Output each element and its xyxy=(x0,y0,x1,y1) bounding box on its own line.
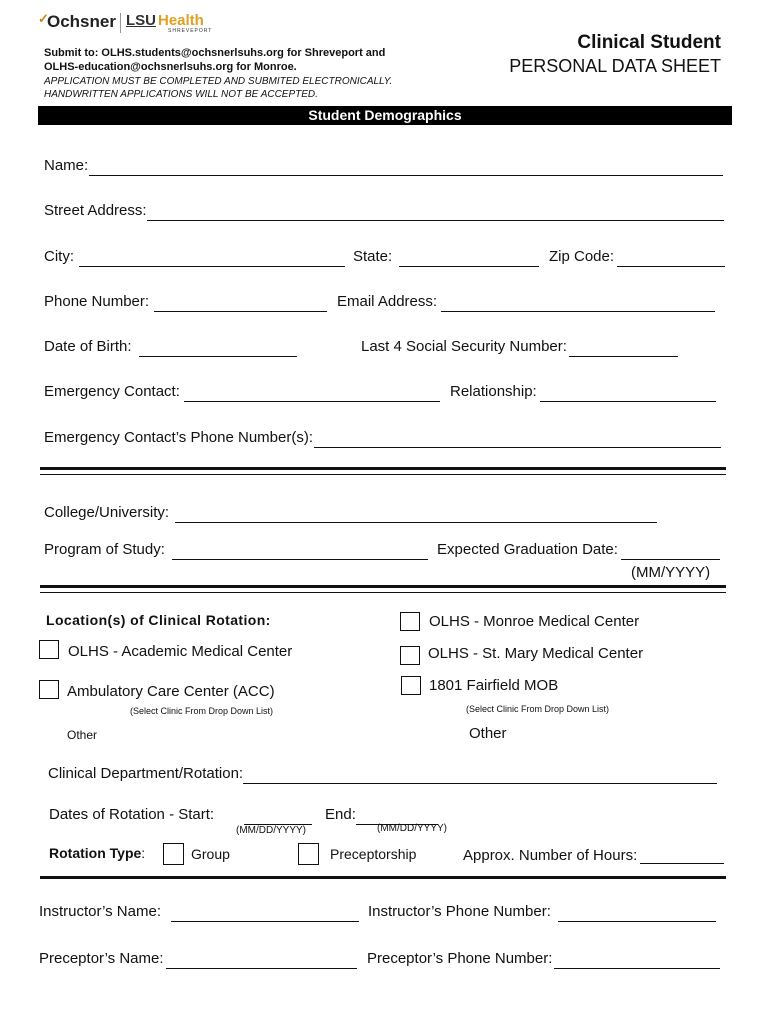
program-of-study-field[interactable] xyxy=(172,539,428,560)
other-left-label: Other xyxy=(67,728,98,742)
instructor-name-field[interactable] xyxy=(171,901,359,922)
department-field[interactable] xyxy=(243,763,717,784)
dob-label: Date of Birth: xyxy=(44,338,132,355)
logo-divider xyxy=(120,13,121,33)
section-bar xyxy=(38,106,732,125)
preceptor-phone-label: Preceptor’s Phone Number: xyxy=(367,950,553,967)
zip-code-field[interactable] xyxy=(617,246,725,267)
section-divider-thin xyxy=(40,474,726,475)
graduation-date-field[interactable] xyxy=(621,539,720,560)
instructor-name-label: Instructor’s Name: xyxy=(39,903,161,920)
page-title xyxy=(509,32,721,77)
section-divider xyxy=(40,467,726,470)
city-field[interactable] xyxy=(79,246,345,267)
grad-date-format: (MM/YYYY) xyxy=(631,564,711,581)
hours-field[interactable] xyxy=(640,843,724,864)
rotation-type-label xyxy=(49,845,145,861)
shreveport-wordmark: SHREVEPORT xyxy=(168,28,213,34)
department-label: Clinical Department/Rotation: xyxy=(48,765,244,782)
checkbox-group[interactable] xyxy=(163,843,184,865)
email-field[interactable] xyxy=(441,291,715,312)
relationship-field[interactable] xyxy=(540,381,716,402)
relationship-label: Relationship: xyxy=(450,383,537,400)
note-line-1: APPLICATION MUST BE COMPLETED AND SUBMITED ELECTRONICALLY. xyxy=(44,76,393,87)
state-label: State: xyxy=(353,248,393,265)
email-label: Email Address: xyxy=(337,293,438,310)
option-academic-label: OLHS - Academic Medical Center xyxy=(68,643,293,660)
checkbox-acc[interactable] xyxy=(39,680,59,699)
rotation-type-colon: : xyxy=(141,845,146,861)
electronic-note xyxy=(44,75,392,101)
phone-label: Phone Number: xyxy=(44,293,150,310)
preceptorship-label: Preceptorship xyxy=(330,846,417,862)
dates-label: Dates of Rotation - Start: xyxy=(49,806,215,823)
phone-field[interactable] xyxy=(154,291,327,312)
checkbox-academic[interactable] xyxy=(39,640,59,659)
end-date-format: (MM/DD/YYYY) xyxy=(377,823,447,834)
checkbox-stmary[interactable] xyxy=(400,646,420,665)
locations-heading: Location(s) of Clinical Rotation: xyxy=(46,612,271,628)
checkbox-fairfield[interactable] xyxy=(401,676,421,695)
note-line-2: HANDWRITTEN APPLICATIONS WILL NOT BE ACCEPTED. xyxy=(44,89,318,100)
option-monroe-label: OLHS - Monroe Medical Center xyxy=(429,613,640,630)
logo xyxy=(38,12,218,38)
ssn-last4-field[interactable] xyxy=(569,336,678,357)
start-date-format: (MM/DD/YYYY) xyxy=(236,825,306,836)
program-label: Program of Study: xyxy=(44,541,165,558)
other-right-label: Other xyxy=(469,725,507,742)
instructor-divider xyxy=(40,876,726,879)
state-field[interactable] xyxy=(399,246,539,267)
section-bar-title: Student Demographics xyxy=(308,107,462,123)
street-address-field[interactable] xyxy=(147,200,724,221)
end-date-field[interactable] xyxy=(356,804,438,825)
section-divider-2 xyxy=(40,585,726,588)
end-label: End: xyxy=(325,806,356,823)
option-fairfield-label: 1801 Fairfield MOB xyxy=(429,677,559,694)
rotation-type-text: Rotation Type xyxy=(49,845,142,861)
emergency-phone-field[interactable] xyxy=(314,427,721,448)
street-label: Street Address: xyxy=(44,202,147,219)
submit-line-1: Submit to: OLHS.students@ochsnerlsuhs.org for Shreveport and xyxy=(44,47,386,59)
checkbox-monroe[interactable] xyxy=(400,612,420,631)
zip-label: Zip Code: xyxy=(549,248,615,265)
start-date-field[interactable] xyxy=(244,804,312,825)
instructor-phone-label: Instructor’s Phone Number: xyxy=(368,903,551,920)
submit-line-2: OLHS-education@ochsnerlsuhs.org for Monroe. xyxy=(44,61,297,73)
select-hint-left: (Select Clinic From Drop Down List) xyxy=(130,706,274,716)
health-wordmark: Health xyxy=(158,12,204,29)
select-hint-right: (Select Clinic From Drop Down List) xyxy=(466,704,610,714)
name-field[interactable] xyxy=(89,155,723,176)
title-line-1: Clinical Student xyxy=(577,32,721,53)
ochsner-wordmark: Ochsner xyxy=(47,12,116,31)
college-field[interactable] xyxy=(175,502,657,523)
checkbox-preceptorship[interactable] xyxy=(298,843,319,865)
submit-instructions xyxy=(44,46,385,74)
group-label: Group xyxy=(191,846,230,862)
title-line-2: PERSONAL DATA SHEET xyxy=(509,56,721,76)
emergency-contact-field[interactable] xyxy=(184,381,440,402)
option-stmary-label: OLHS - St. Mary Medical Center xyxy=(428,645,644,662)
hours-label: Approx. Number of Hours: xyxy=(463,847,638,864)
option-acc-label: Ambulatory Care Center (ACC) xyxy=(67,683,275,700)
date-of-birth-field[interactable] xyxy=(139,336,297,357)
ssn-label: Last 4 Social Security Number: xyxy=(361,338,567,355)
name-label: Name: xyxy=(44,157,89,174)
lsu-wordmark: LSU xyxy=(126,12,156,29)
section-divider-2-thin xyxy=(40,592,726,593)
ochsner-logo-mark-icon: ✓ xyxy=(38,11,49,26)
preceptor-name-field[interactable] xyxy=(166,948,357,969)
emergency-contact-label: Emergency Contact: xyxy=(44,383,180,400)
college-label: College/University: xyxy=(44,504,170,521)
grad-date-label: Expected Graduation Date: xyxy=(437,541,618,558)
emergency-phone-label: Emergency Contact’s Phone Number(s): xyxy=(44,429,314,446)
preceptor-name-label: Preceptor’s Name: xyxy=(39,950,164,967)
instructor-phone-field[interactable] xyxy=(558,901,716,922)
preceptor-phone-field[interactable] xyxy=(554,948,720,969)
city-label: City: xyxy=(44,248,74,265)
